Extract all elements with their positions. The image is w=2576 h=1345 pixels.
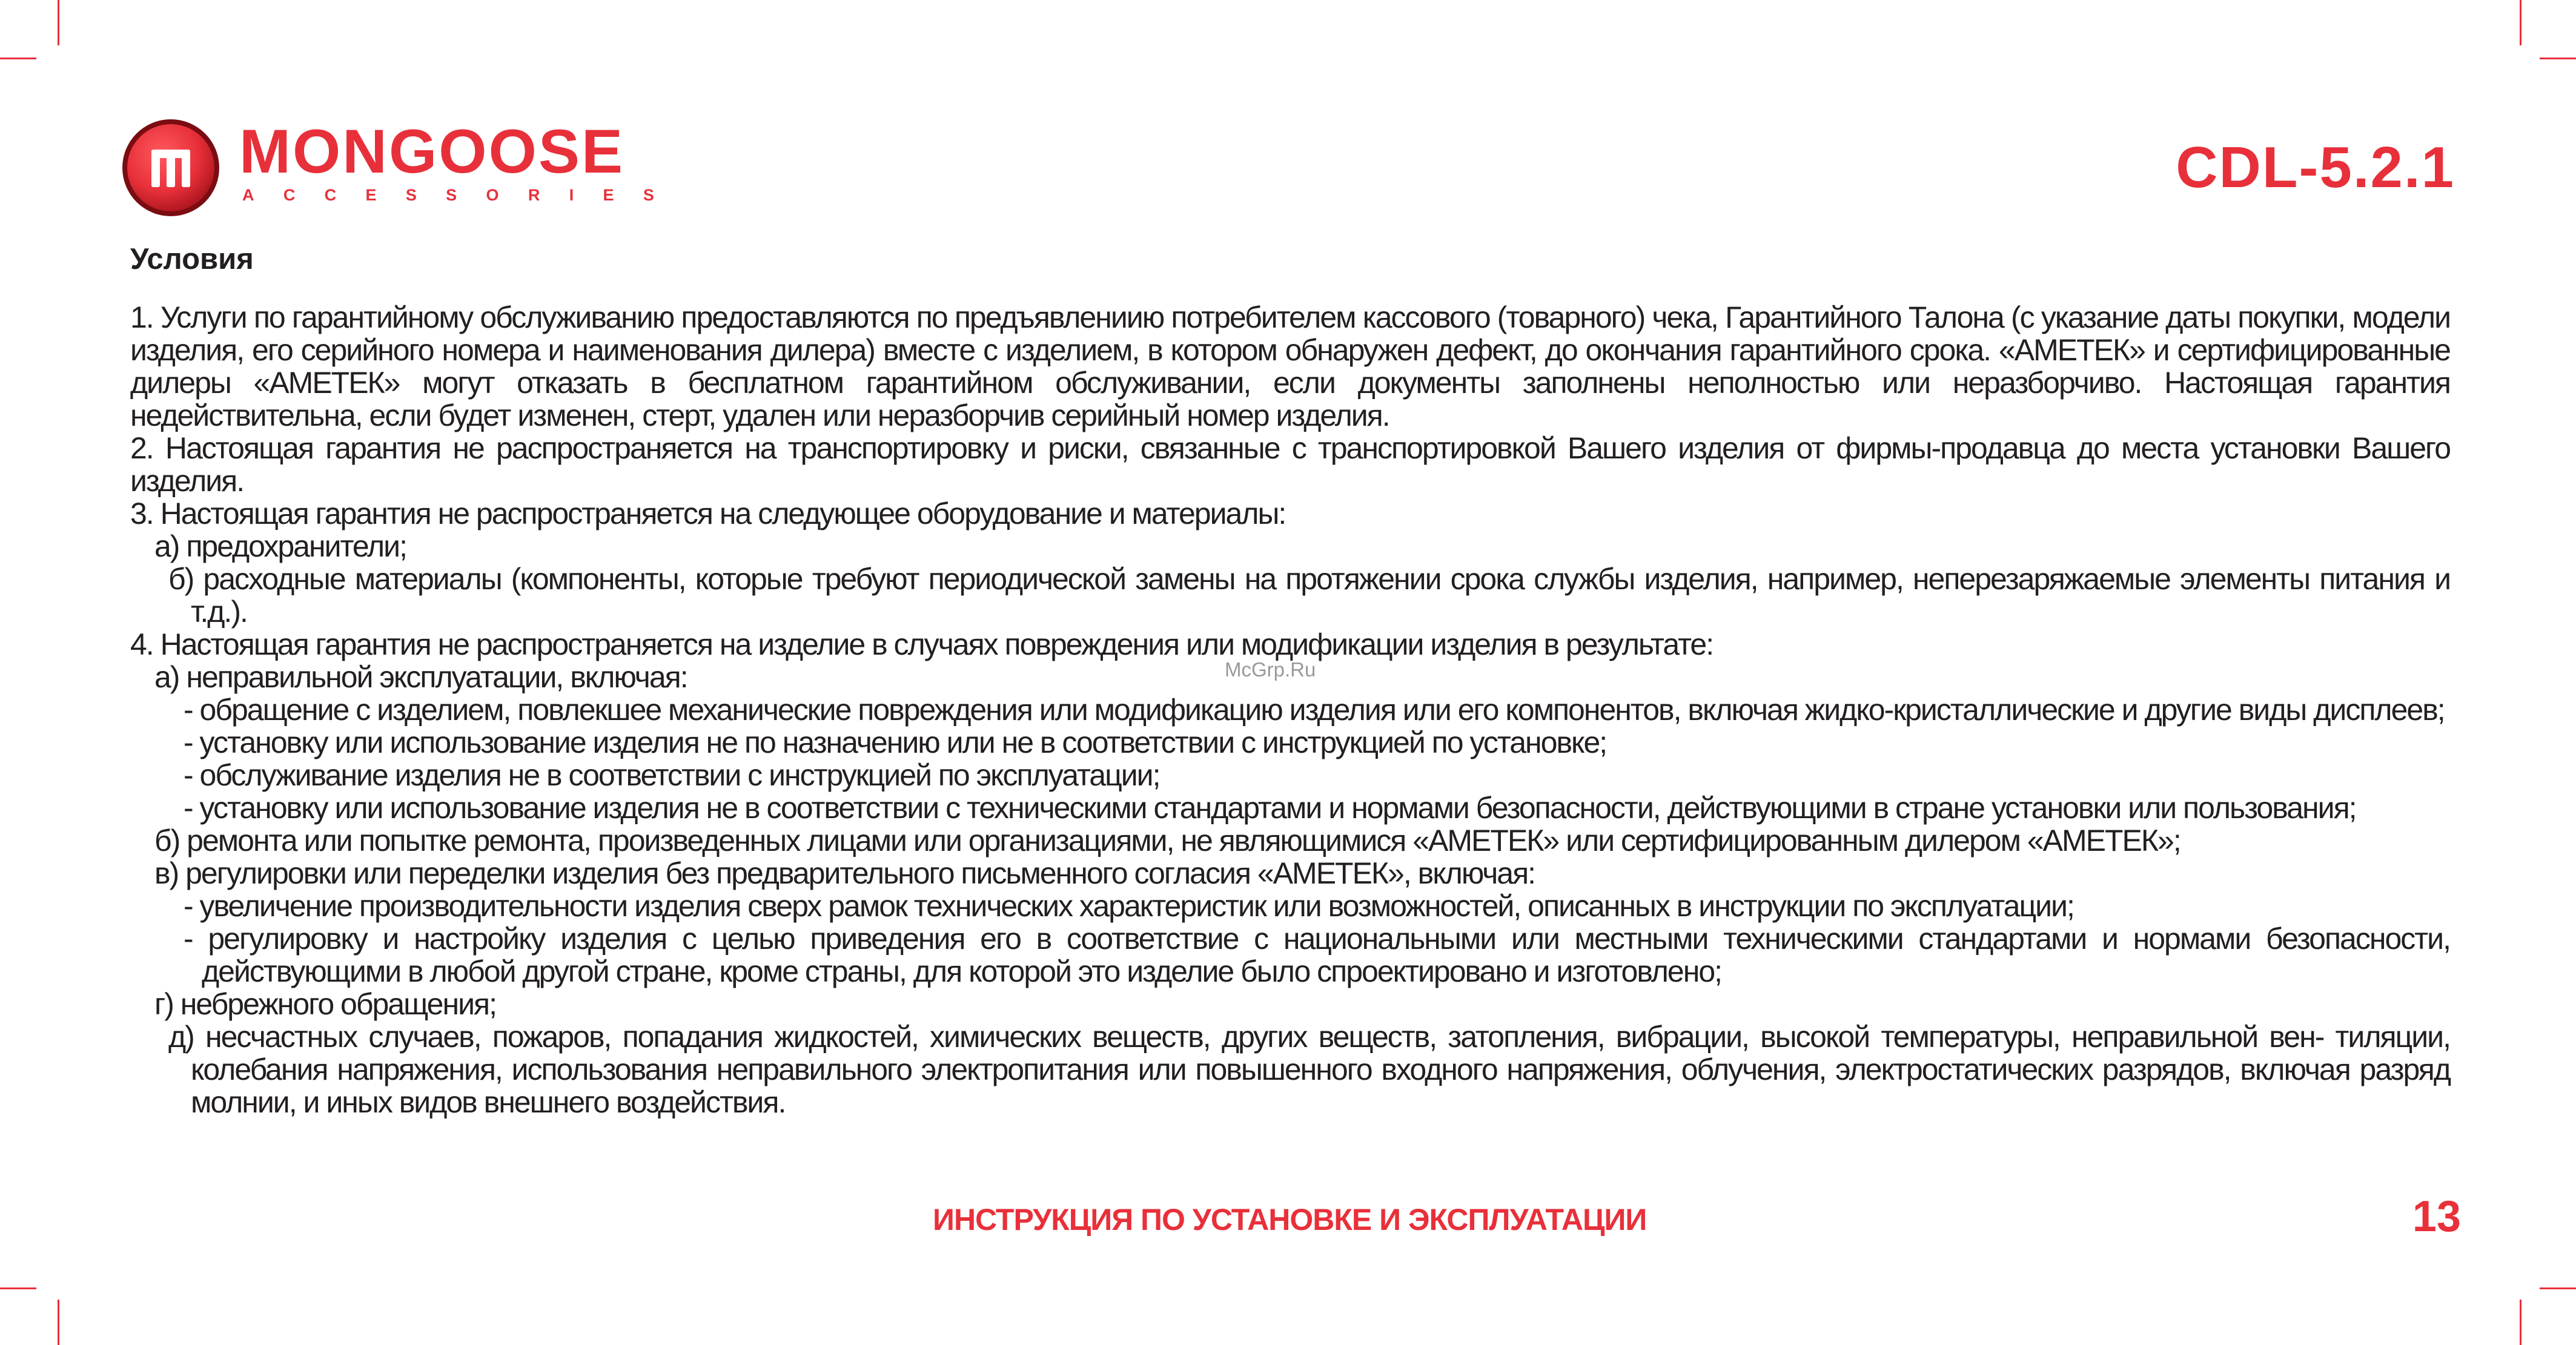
list-item: б) расходные материалы (компоненты, которые требуют периодической замены на протяжении срока службы изделия, например, неперезаряжаемые элементы питания и т.д.). [168, 562, 2450, 629]
tagline-letter: E [365, 186, 377, 204]
watermark: McGrp.Ru [1225, 658, 1316, 681]
tagline-letter: R [528, 186, 540, 204]
brand-tagline [242, 186, 654, 205]
list-item: - обращение с изделием, повлекшее механические повреждения или модификацию изделия или его компонентов, включая жидко-кристаллические и другие виды дисплеев; [184, 693, 2445, 727]
list-item: д) несчастных случаев, пожаров, попадания жидкостей, химических веществ, других веществ, затопления, вибрации, высокой температуры, неправильной вен- тиляции, колебания напряжения, использования неправильного электропитания или повышенного входного напряжения, облучения, электростатических разрядов, включая разряд молнии, и иных видов внешнего воздействия. [168, 1020, 2450, 1119]
list-item: - регулировку и настройку изделия с целью приведения его в соответствие с национальными или местными техническими стандартами и нормами безопасности, действующими в любой другой стране, кроме страны, для которой это изделие было спроектировано и изготовлено; [184, 922, 2450, 988]
list-item: - увеличение производительности изделия сверх рамок технических характеристик или возможностей, описанных в инструкции по эксплуатации; [184, 889, 2074, 923]
list-item: а) неправильной эксплуатации, включая: [154, 660, 687, 694]
crop-mark [0, 58, 36, 59]
crop-mark [2540, 58, 2576, 59]
list-item: б) ремонта или попытке ремонта, произведенных лицами или организациями, не являющимися «АМЕТЕК» или сертифицированным дилером «АМЕТЕК»; [154, 824, 2180, 858]
mongoose-m-logo-icon [121, 118, 221, 218]
brand-name: MONGOOSE [239, 117, 625, 186]
crop-mark [2540, 1287, 2576, 1289]
crop-mark [2520, 1300, 2521, 1345]
crop-mark [58, 0, 59, 45]
tagline-letter: S [643, 186, 654, 204]
list-item: - обслуживание изделия не в соответствии с инструкцией по эксплуатации; [184, 758, 1160, 792]
footer-title: ИНСТРУКЦИЯ ПО УСТАНОВКЕ И ЭКСПЛУАТАЦИИ [933, 1203, 1647, 1237]
page-number: 13 [2412, 1192, 2461, 1241]
tagline-letter: O [486, 186, 499, 204]
brand-logo [121, 118, 666, 218]
list-item: - установку или использование изделия не по назначению или не в соответствии с инструкцией по установке; [184, 725, 1607, 759]
tagline-letter: S [405, 186, 417, 204]
crop-mark [58, 1300, 59, 1345]
list-item: а) предохранители; [154, 529, 407, 563]
paragraph: 3. Настоящая гарантия не распространяется на следующее оборудование и материалы: [130, 497, 1286, 530]
paragraph: 2. Настоящая гарантия не распространяется на транспортировку и риски, связанные с транспортировкой Вашего изделия от фирмы-продавца до места установки Вашего изделия. [130, 431, 2450, 498]
tagline-letter: C [283, 186, 296, 204]
list-item: - установку или использование изделия не в соответствии с техническими стандартами и нормами безопасности, действующими в стране установки или пользования; [184, 791, 2356, 825]
tagline-letter: I [569, 186, 574, 204]
conditions-text [130, 301, 2450, 1119]
crop-mark [2520, 0, 2521, 45]
crop-mark [0, 1287, 36, 1289]
model-number: CDL-5.2.1 [2176, 135, 2455, 200]
list-item: г) небрежного обращения; [154, 987, 496, 1021]
paragraph: 1. Услуги по гарантийному обслуживанию предоставляются по предъявлениию потребителем кассового (товарного) чека, Гарантийного Талона (с указание даты покупки, модели изделия, его серийного номера и наименования дилера) вместе с изделием, в котором обнаружен дефект, до окончания гарантийного срока. «АМЕТЕК» и сертифицированные дилеры «АМЕТЕК» могут отказать в бесплатном гарантийном обслуживании, если документы заполнены неполностью или неразборчиво. Настоящая гарантия недействительна, если будет изменен, стерт, удален или неразборчив серийный номер изделия. [130, 300, 2450, 432]
list-item: в) регулировки или переделки изделия без предварительного письменного согласия «АМЕТЕК», включая: [154, 856, 1535, 890]
tagline-letter: C [324, 186, 337, 204]
page-heading: Условия [130, 243, 254, 276]
tagline-letter: E [603, 186, 614, 204]
paragraph: 4. Настоящая гарантия не распространяется на изделие в случаях повреждения или модификации изделия в результате: [130, 627, 1713, 661]
tagline-letter: A [242, 186, 254, 204]
tagline-letter: S [446, 186, 457, 204]
